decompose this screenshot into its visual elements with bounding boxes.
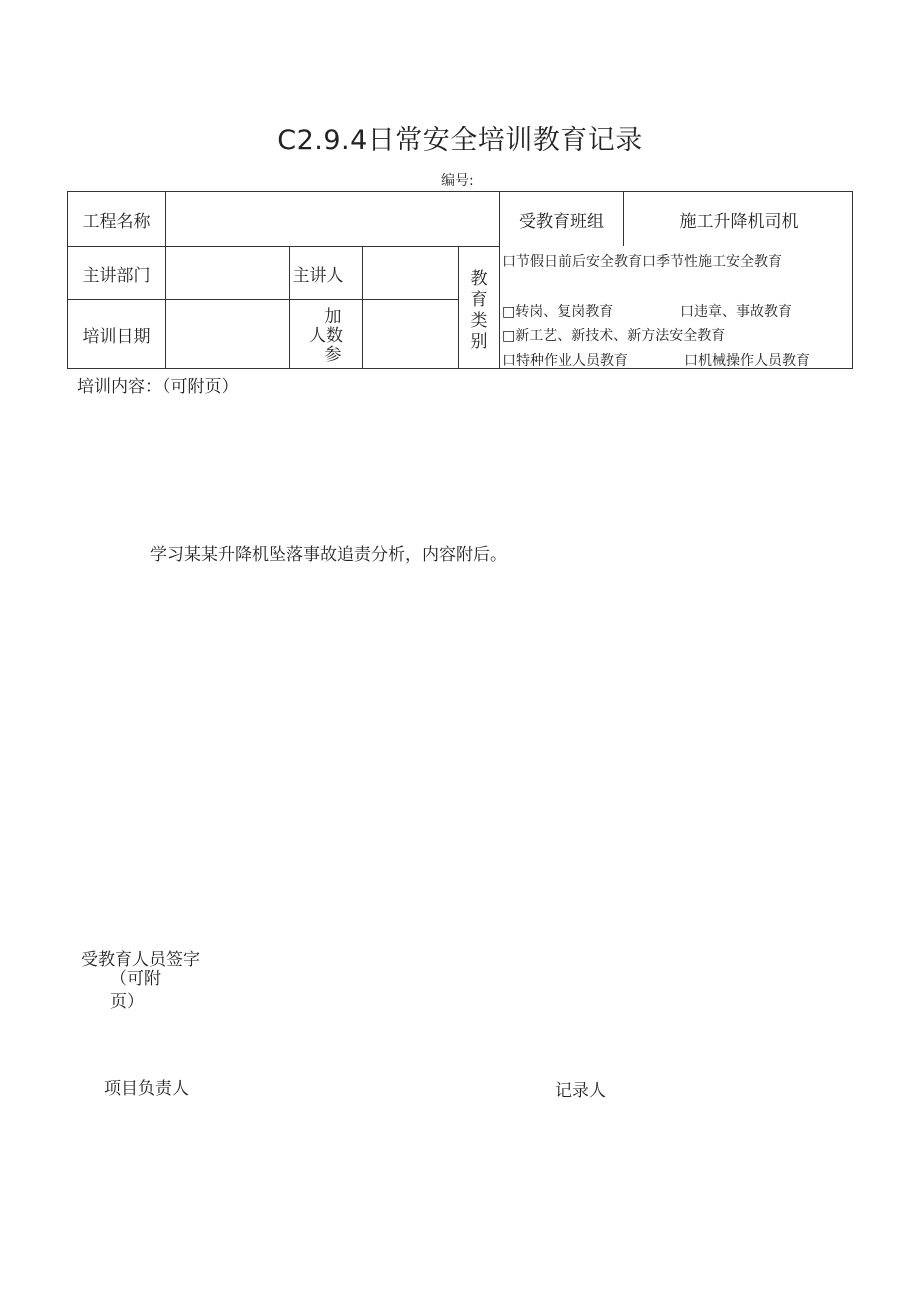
signature-label-line1: 受教育人员签字 <box>81 950 200 970</box>
project-manager-label: 项目负责人 <box>104 1079 189 1099</box>
project-name-field[interactable] <box>166 192 499 246</box>
participants-label-line2: 人数 <box>309 325 343 346</box>
team-label: 受教育班组 <box>519 211 604 232</box>
category-label-cell <box>459 247 499 368</box>
participants-label-line3: 参 <box>324 344 342 365</box>
team-value[interactable]: 施工升降机司机 <box>679 211 799 232</box>
participants-field[interactable] <box>363 300 458 368</box>
participants-label <box>290 304 362 368</box>
option-holiday-seasonal[interactable]: 口节假日前后安全教育口季节性施工安全教育 <box>502 254 782 270</box>
option-violation-accident[interactable]: 口违章、事故教育 <box>680 304 792 320</box>
training-content-label: 培训内容：（可附页） <box>77 377 239 397</box>
recorder-label: 记录人 <box>555 1081 606 1101</box>
participants-label-line1: 加 <box>324 306 342 327</box>
training-date-label: 培训日期 <box>82 326 151 347</box>
training-record-table <box>67 191 853 369</box>
project-name-label: 工程名称 <box>82 211 151 232</box>
department-label: 主讲部门 <box>82 265 151 286</box>
category-label: 教育类别 <box>470 269 488 352</box>
training-content-text: 学习某某升降机坠落事故追责分析，内容附后。 <box>150 545 507 565</box>
option-machinery-operators[interactable]: 口机械操作人员教育 <box>684 353 810 369</box>
speaker-label: 主讲人 <box>292 265 344 286</box>
signature-label-line3: 页） <box>110 992 144 1012</box>
training-date-field[interactable] <box>166 300 289 368</box>
option-special-operations[interactable]: 口特种作业人员教育 <box>502 353 628 369</box>
signature-label-line2: （可附 <box>110 969 161 989</box>
page-title: C2.9.4日常安全培训教育记录 <box>277 125 643 156</box>
option-transfer-return[interactable]: □转岗、复岗教育 <box>502 304 614 320</box>
department-field[interactable] <box>166 247 289 299</box>
speaker-field[interactable] <box>363 247 458 299</box>
document-number-label: 编号: <box>441 173 474 189</box>
option-new-process[interactable]: □新工艺、新技术、新方法安全教育 <box>502 328 726 344</box>
